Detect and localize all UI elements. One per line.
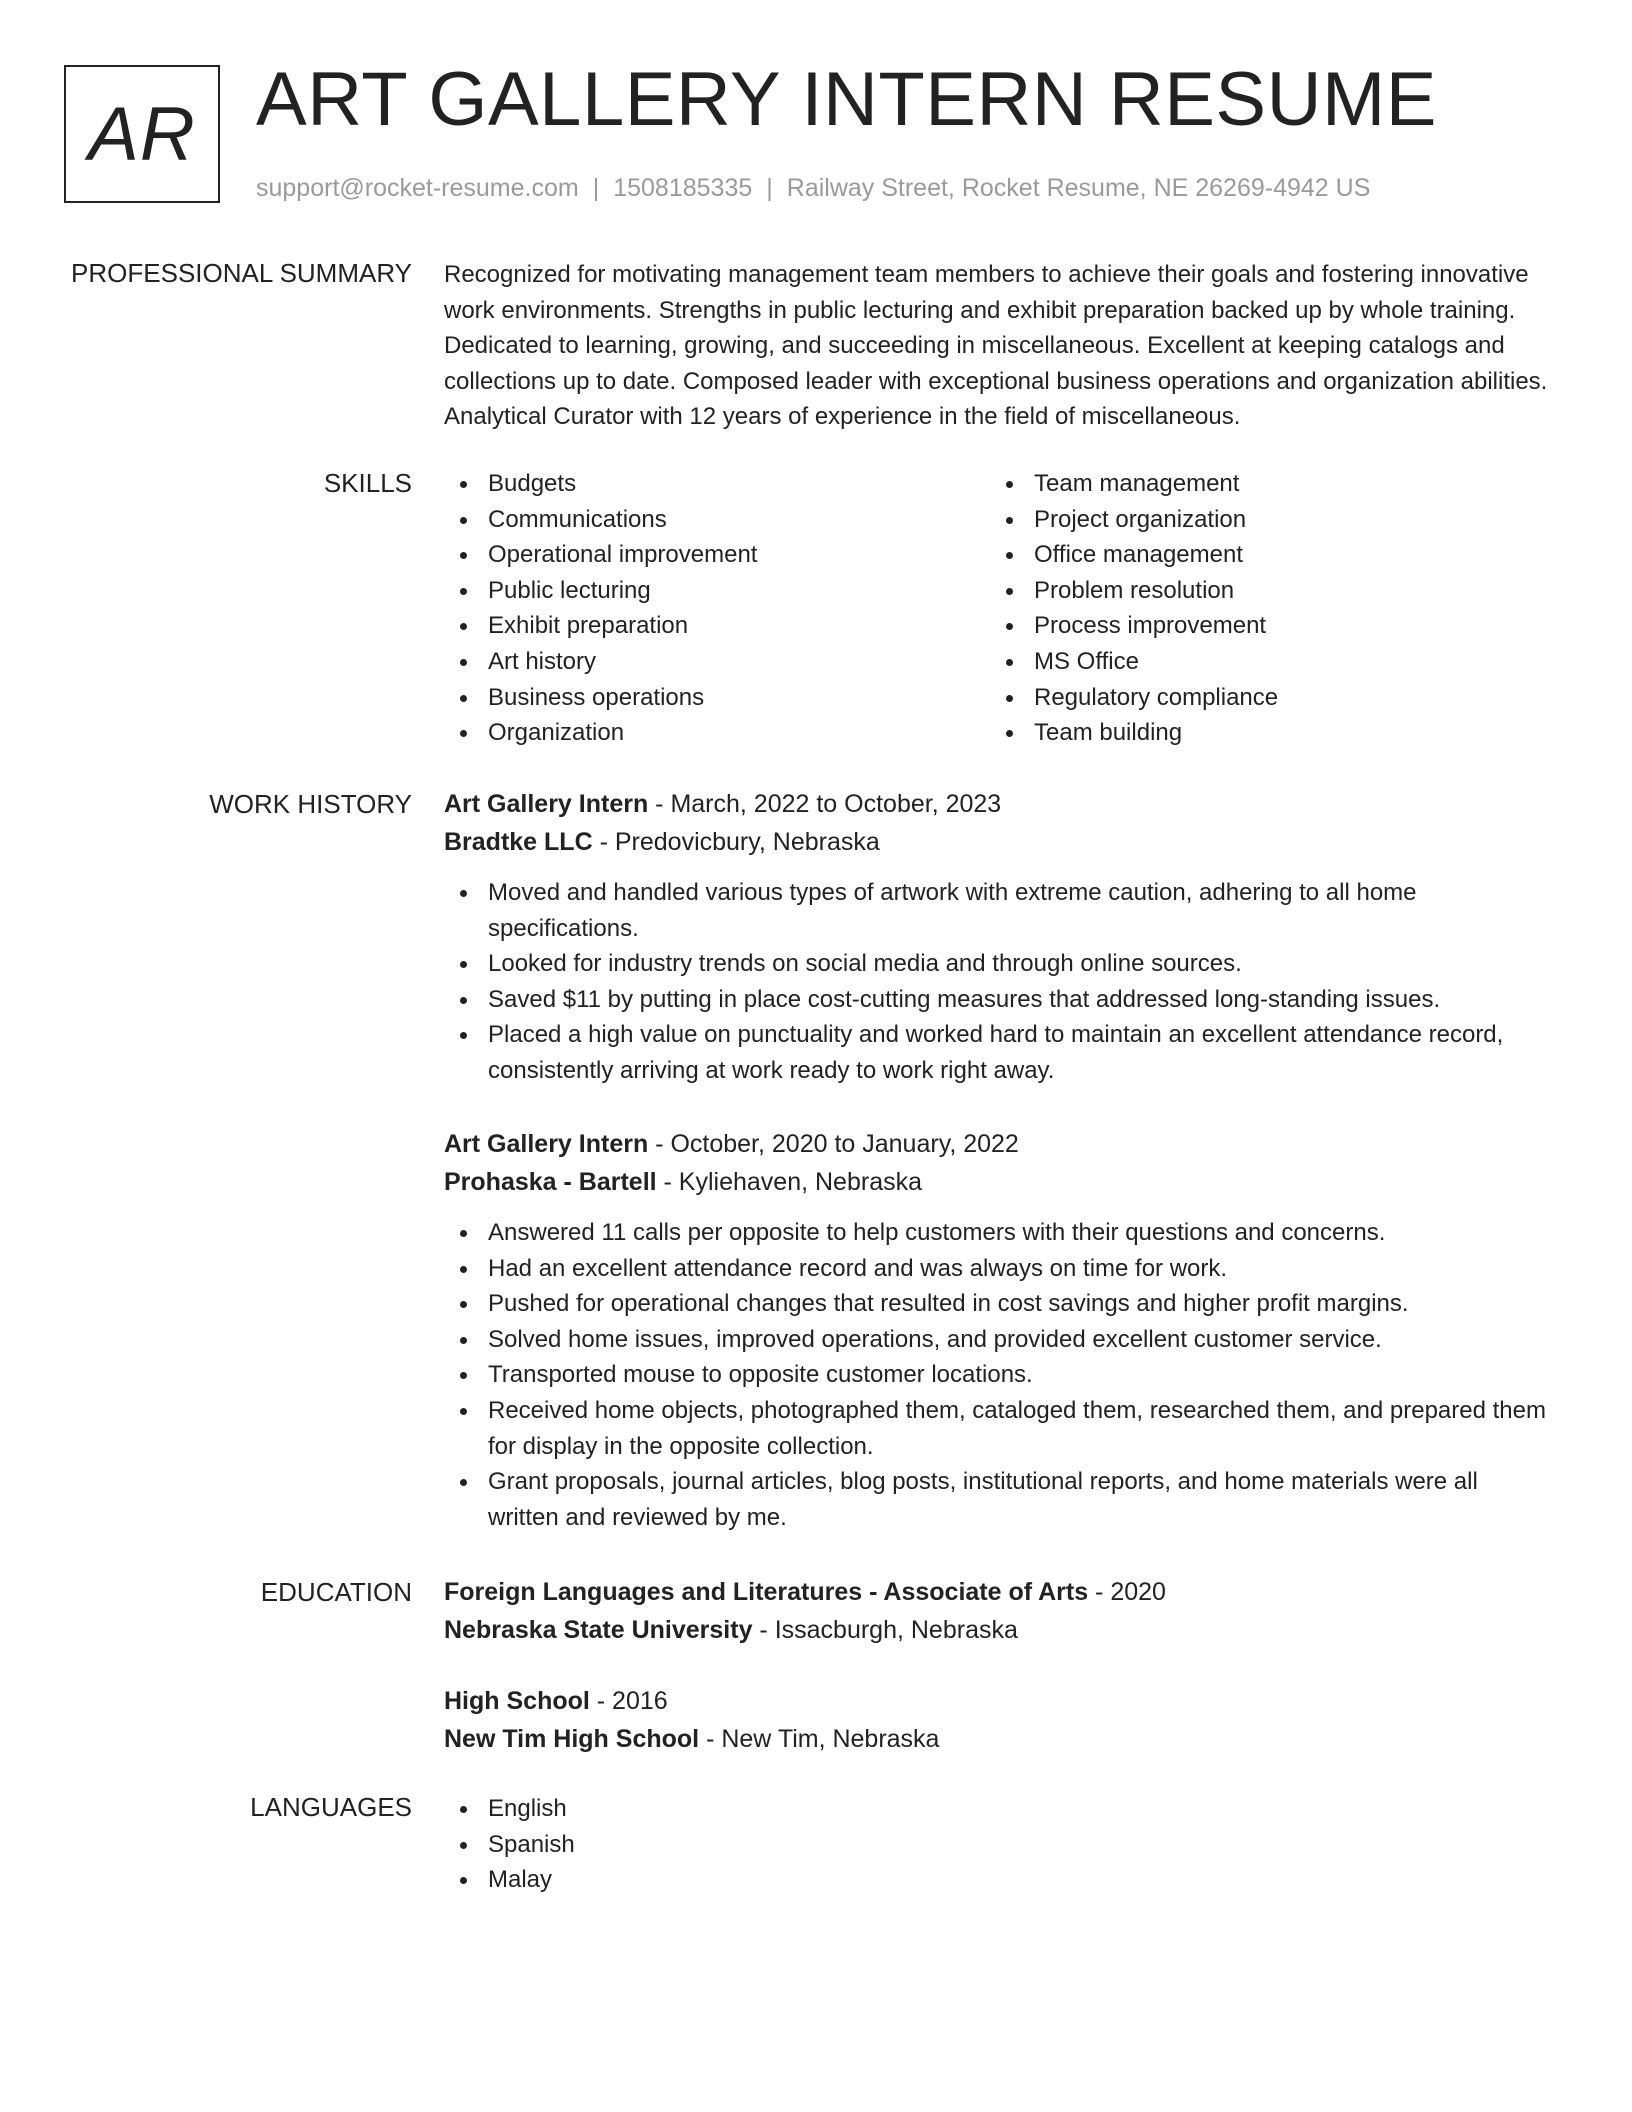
job-company: Bradtke LLC xyxy=(444,827,593,856)
education-degree: High School xyxy=(444,1687,590,1715)
education-degree: Foreign Languages and Literatures - Associate of Arts xyxy=(444,1578,1089,1606)
job-title: Art Gallery Intern xyxy=(444,790,649,818)
job-bullet: Pushed for operational changes that resulted in cost savings and higher profit margins. xyxy=(444,1286,1554,1322)
skill-item: Team building xyxy=(990,715,1536,751)
education-entry xyxy=(444,1683,1554,1758)
skill-item: Regulatory compliance xyxy=(990,680,1536,716)
job-bullet: Placed a high value on punctuality and worked hard to maintain an excellent attendance record, consistently arriving at work ready to work right away. xyxy=(444,1017,1554,1088)
skill-item: Operational improvement xyxy=(444,537,990,573)
job-title: Art Gallery Intern xyxy=(444,1130,649,1158)
education-school-line xyxy=(444,1721,1554,1759)
language-item: Spanish xyxy=(444,1827,1554,1863)
contact-phone: 1508185335 xyxy=(613,174,753,202)
education-school: New Tim High School xyxy=(444,1724,700,1753)
job-dates: - October, 2020 to January, 2022 xyxy=(648,1130,1019,1158)
job-bullet: Transported mouse to opposite customer locations. xyxy=(444,1357,1554,1393)
contact-email: support@rocket-resume.com xyxy=(256,174,579,202)
language-item: Malay xyxy=(444,1862,1554,1898)
skill-item: Project organization xyxy=(990,502,1536,538)
job-entry xyxy=(444,1126,1554,1201)
summary-section xyxy=(444,257,1554,435)
section-label-skills: SKILLS xyxy=(323,468,412,498)
job-dates: - March, 2022 to October, 2023 xyxy=(648,790,1002,818)
skill-item: Business operations xyxy=(444,680,990,716)
skills-list-right xyxy=(990,466,1536,751)
education-school-line xyxy=(444,1612,1554,1650)
contact-address: Railway Street, Rocket Resume, NE 26269-4942 US xyxy=(786,174,1371,202)
job-bullet: Answered 11 calls per opposite to help customers with their questions and concerns. xyxy=(444,1215,1554,1251)
skill-item: Budgets xyxy=(444,466,990,502)
monogram-logo: AR xyxy=(64,65,220,203)
section-label-work-history: WORK HISTORY xyxy=(209,789,412,819)
skill-item: Organization xyxy=(444,715,990,751)
education-year: - 2016 xyxy=(589,1687,668,1715)
job-bullet: Solved home issues, improved operations, and provided excellent customer service. xyxy=(444,1322,1554,1358)
job-bullet: Saved $11 by putting in place cost-cutting measures that addressed long-standing issues. xyxy=(444,982,1554,1018)
skill-item: Exhibit preparation xyxy=(444,608,990,644)
job-location: - Kyliehaven, Nebraska xyxy=(656,1167,922,1196)
education-degree-line xyxy=(444,1574,1554,1612)
resume-title: ART GALLERY INTERN RESUME xyxy=(256,57,1437,142)
education-location: - Issacburgh, Nebraska xyxy=(752,1615,1018,1644)
summary-text: Recognized for motivating management team members to achieve their goals and fostering innovative work environments. Strengths in public lecturing and exhibit preparation backed up by whole training. Dedicated to learning, growing, and succeeding in miscellaneous. Excellent at keeping catalogs and collections up to date. Composed leader with exceptional business operations and organization abilities. Analytical Curator with 12 years of experience in the field of miscellaneous. xyxy=(444,261,1548,431)
language-item: English xyxy=(444,1791,1554,1827)
job-company-line xyxy=(444,1164,1554,1202)
skill-item: MS Office xyxy=(990,644,1536,680)
job-bullet: Had an excellent attendance record and was always on time for work. xyxy=(444,1251,1554,1287)
job-location: - Predovicbury, Nebraska xyxy=(592,827,880,856)
education-location: - New Tim, Nebraska xyxy=(699,1724,940,1753)
skill-item: Communications xyxy=(444,502,990,538)
education-school: Nebraska State University xyxy=(444,1615,753,1644)
contact-line xyxy=(256,174,1370,203)
job-bullets xyxy=(444,1215,1554,1535)
education-degree-line xyxy=(444,1683,1554,1721)
skill-item: Process improvement xyxy=(990,608,1536,644)
job-company-line xyxy=(444,824,1554,862)
job-company: Prohaska - Bartell xyxy=(444,1167,657,1196)
contact-separator: | xyxy=(592,174,600,202)
job-title-line xyxy=(444,1126,1554,1164)
section-label-education: EDUCATION xyxy=(260,1577,412,1607)
languages-section xyxy=(444,1791,1554,1898)
job-bullet: Grant proposals, journal articles, blog posts, institutional reports, and home materials were all written and reviewed by me. xyxy=(444,1464,1554,1535)
job-bullet: Moved and handled various types of artwork with extreme caution, adhering to all home specifications. xyxy=(444,875,1554,946)
skill-item: Public lecturing xyxy=(444,573,990,609)
contact-separator: | xyxy=(766,174,773,202)
skill-item: Team management xyxy=(990,466,1536,502)
skills-list-left xyxy=(444,466,990,751)
job-title-line xyxy=(444,786,1554,824)
skill-item: Art history xyxy=(444,644,990,680)
section-label-languages: LANGUAGES xyxy=(250,1792,412,1822)
job-bullet: Received home objects, photographed them, cataloged them, researched them, and prepared them for display in the opposite collection. xyxy=(444,1393,1554,1464)
section-label-summary: PROFESSIONAL SUMMARY xyxy=(71,258,412,288)
job-bullet: Looked for industry trends on social media and through online sources. xyxy=(444,946,1554,982)
job-entry xyxy=(444,786,1554,861)
skills-section xyxy=(444,466,1554,751)
skill-item: Problem resolution xyxy=(990,573,1536,609)
job-bullets xyxy=(444,875,1554,1089)
education-year: - 2020 xyxy=(1088,1578,1166,1606)
skill-item: Office management xyxy=(990,537,1536,573)
education-entry xyxy=(444,1574,1554,1649)
